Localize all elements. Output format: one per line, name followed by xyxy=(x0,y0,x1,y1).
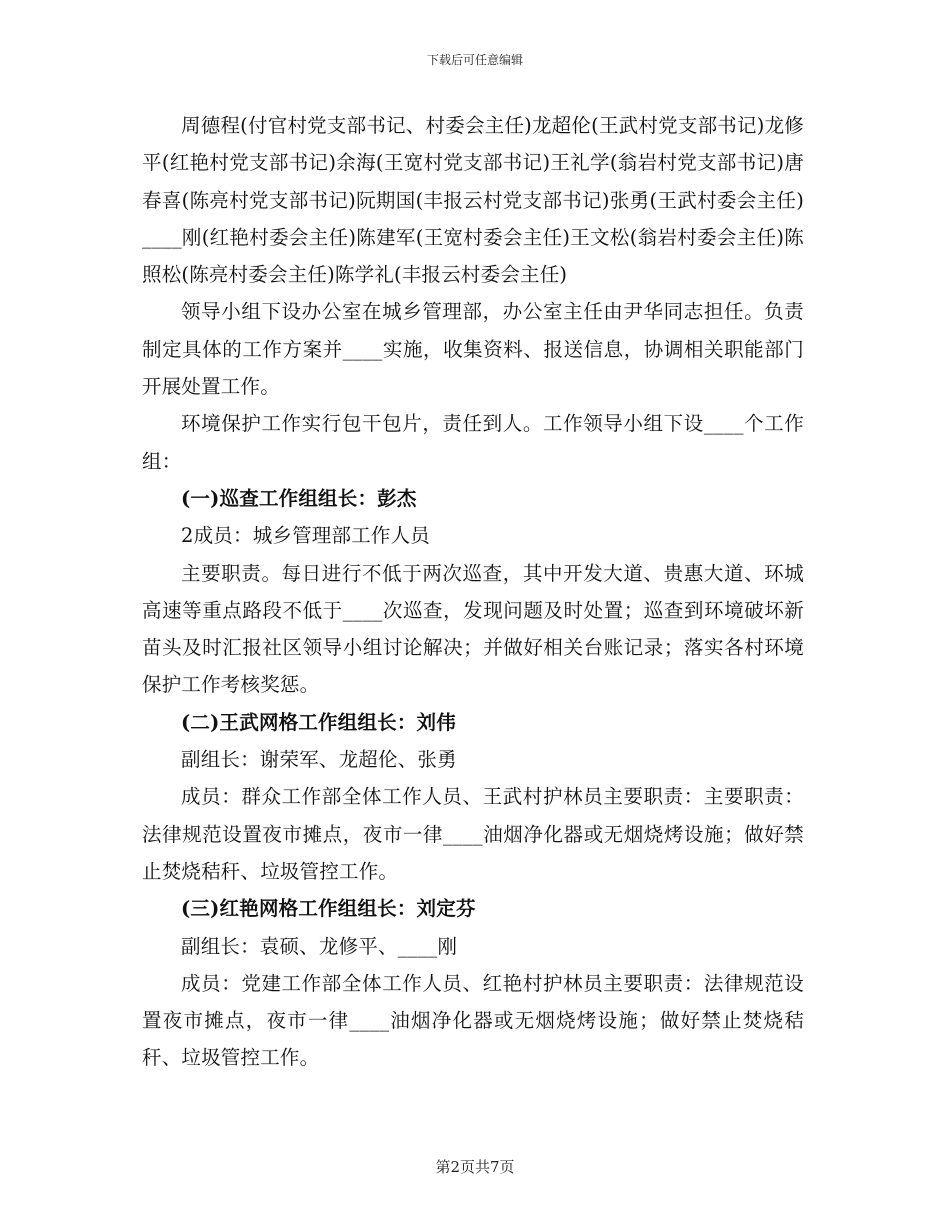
heading-hongyan-group: (三)红艳网格工作组组长：刘定芬 xyxy=(181,897,476,921)
paragraph-hongyan-deputies: 副组长：袁硕、龙修平、____刚 xyxy=(181,934,458,958)
paragraph-office-setup: 领导小组下设办公室在城乡管理部，办公室主任由尹华同志担任。负责制定具体的工作方案并____实施，收集资料、报送信息，协调相关职能部门开展处置工作。 xyxy=(142,300,804,399)
paragraph-patrol-duties: 主要职责。每日进行不低于两次巡查，其中开发大道、贵惠大道、环城高速等重点路段不低于____次巡查，发现问题及时处置；巡查到环境破坏新苗头及时汇报社区领导小组讨论解决；并做好相关台账记录；落实各村环境保护工作考核奖惩。 xyxy=(142,561,804,697)
document-body xyxy=(142,107,804,1077)
paragraph-work-groups-intro: 环境保护工作实行包干包片，责任到人。工作领导小组下设____个工作组： xyxy=(142,412,804,473)
paragraph-wangwu-members-duties: 成员：群众工作部全体工作人员、王武村护林员主要职责：主要职责：法律规范设置夜市摊点，夜市一律____油烟净化器或无烟烧烤设施；做好禁止焚烧秸秆、垃圾管控工作。 xyxy=(142,785,804,883)
paragraph-hongyan-members-duties: 成员：党建工作部全体工作人员、红艳村护林员主要职责：法律规范设置夜市摊点，夜市一律____油烟净化器或无烟烧烤设施；做好禁止焚烧秸秆、垃圾管控工作。 xyxy=(142,971,804,1070)
paragraph-committee-members: 周德程(付官村党支部书记、村委会主任)龙超伦(王武村党支部书记)龙修平(红艳村党支部书记)余海(王宽村党支部书记)王礼学(翁岩村党支部书记)唐春喜(陈亮村党支部书记)阮期国(丰报云村党支部书记)张勇(王武村委会主任)____刚(红艳村委会主任)陈建军(王宽村委会主任)王文松(翁岩村委会主任)陈照松(陈亮村委会主任)陈学礼(丰报云村委会主任) xyxy=(142,114,804,287)
page-footer: 第2页共7页 xyxy=(435,1158,515,1176)
heading-patrol-group: (一)巡查工作组组长：彭杰 xyxy=(181,486,417,510)
heading-wangwu-group: (二)王武网格工作组组长：刘伟 xyxy=(181,710,456,734)
page-header: 下载后可任意编辑 xyxy=(426,53,523,67)
paragraph-patrol-members: 2成员：城乡管理部工作人员 xyxy=(181,524,431,548)
paragraph-wangwu-deputies: 副组长：谢荣军、龙超伦、张勇 xyxy=(181,748,457,772)
